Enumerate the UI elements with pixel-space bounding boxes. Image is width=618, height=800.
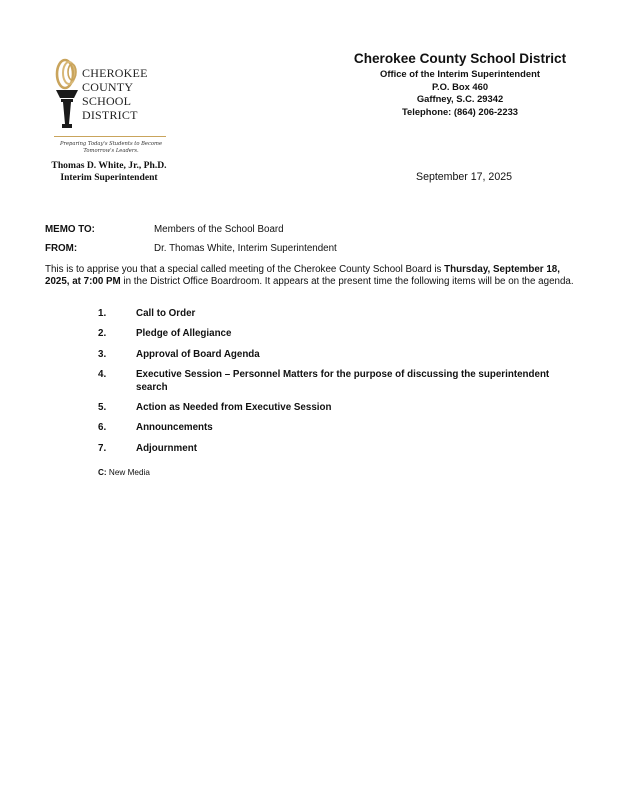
cc-line xyxy=(98,468,150,477)
city-state-zip: Gaffney, S.C. 29342 xyxy=(416,93,504,104)
logo-name-line: COUNTY xyxy=(82,80,134,94)
agenda-list xyxy=(98,308,578,455)
logo-divider xyxy=(54,136,166,137)
agenda-item xyxy=(98,328,578,340)
logo-tagline-line: Tomorrow's Leaders. xyxy=(83,148,139,154)
agenda-item-text: Pledge of Allegiance xyxy=(136,328,232,340)
superintendent-name: Thomas D. White, Jr., Ph.D. xyxy=(51,160,167,171)
agenda-item-text: Announcements xyxy=(136,422,213,434)
agenda-item-number: 6. xyxy=(98,422,107,434)
agenda-item-number: 2. xyxy=(98,328,107,340)
logo-name-line: DISTRICT xyxy=(82,108,138,122)
agenda-item-number: 5. xyxy=(98,402,107,414)
agenda-item-text: Executive Session – Personnel Matters for the purpose of discussing the superintendent search xyxy=(136,369,550,393)
logo-name-line: CHEROKEE xyxy=(82,66,148,80)
agenda-item-number: 4. xyxy=(98,369,107,381)
memo-from-label: FROM: xyxy=(45,243,78,254)
agenda-item xyxy=(98,402,578,414)
superintendent-title: Interim Superintendent xyxy=(60,172,158,183)
agenda-item xyxy=(98,369,578,394)
cc-label: C: xyxy=(98,468,107,477)
superintendent-block xyxy=(34,160,184,184)
memo-to-label: MEMO TO: xyxy=(45,224,95,235)
agenda-item-text: Action as Needed from Executive Session xyxy=(136,402,332,414)
logo-name-line: SCHOOL xyxy=(82,94,132,108)
agenda-item xyxy=(98,443,578,455)
po-box: P.O. Box 460 xyxy=(431,80,489,92)
agenda-item xyxy=(98,422,578,434)
memo-to-value: Members of the School Board xyxy=(154,224,284,235)
cc-value: New Media xyxy=(106,468,150,477)
agenda-item-text: Approval of Board Agenda xyxy=(136,348,260,360)
logo-tagline-line: Preparing Today's Students to Become xyxy=(59,141,163,147)
body-text-part2: in the District Office Boardroom. It appears at the present time the following items will be on the agenda. xyxy=(120,276,574,288)
office-name: Office of the Interim Superintendent xyxy=(380,68,540,79)
memo-from-value: Dr. Thomas White, Interim Superintendent xyxy=(154,243,337,254)
logo-tagline xyxy=(58,141,164,155)
org-name: Cherokee County School District xyxy=(353,51,567,66)
agenda-item xyxy=(98,308,578,320)
letterhead xyxy=(330,50,590,118)
meeting-datetime: Thursday, September 18, 2025, at 7:00 PM xyxy=(45,264,560,288)
agenda-item-number: 3. xyxy=(98,348,107,360)
agenda-item-text: Call to Order xyxy=(136,308,196,319)
agenda-item-number: 1. xyxy=(98,308,107,319)
phone: Telephone: (864) 206-2233 xyxy=(401,105,519,117)
agenda-item-number: 7. xyxy=(98,442,107,454)
memo-date: September 17, 2025 xyxy=(416,171,513,183)
memo-body xyxy=(45,264,575,289)
agenda-item xyxy=(98,349,578,361)
body-text-part1: This is to apprise you that a special called meeting of the Cherokee County School Board is xyxy=(45,264,445,275)
agenda-item-text: Adjournment xyxy=(136,442,197,454)
